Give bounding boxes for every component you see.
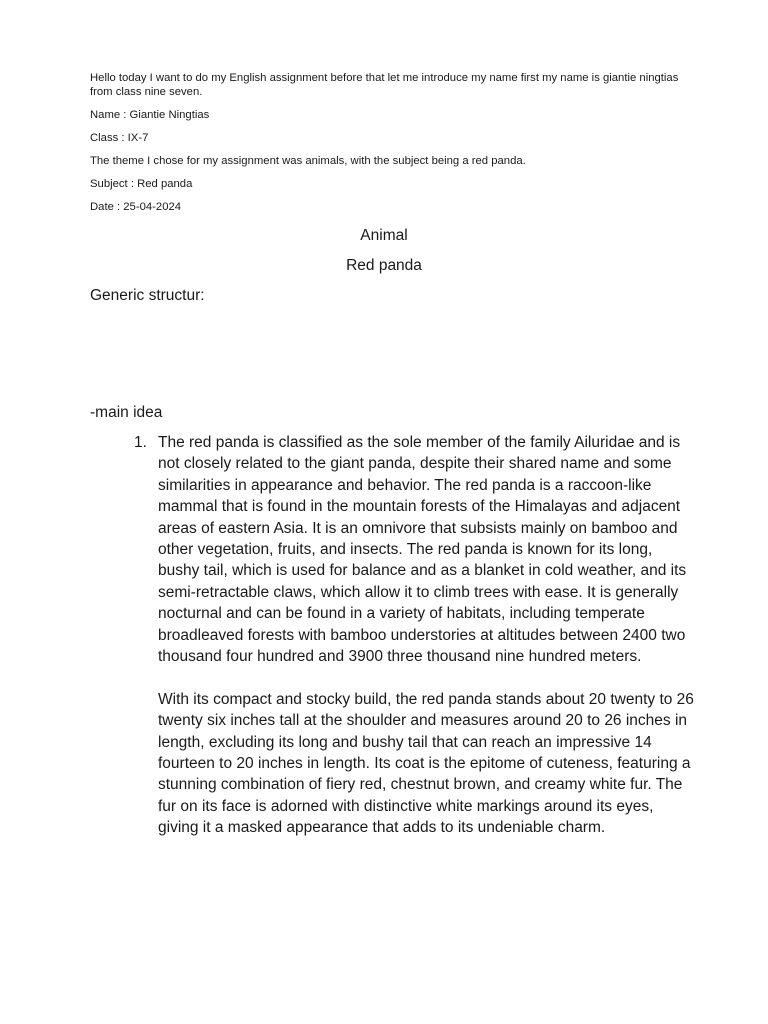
heading-red-panda: Red panda	[346, 257, 422, 274]
class-line: Class : IX-7	[90, 132, 149, 144]
subject-line: Subject : Red panda	[90, 178, 193, 190]
paragraph-one: The red panda is classified as the sole member of the family Ailuridae and is not closely related to the giant panda, despite their shared name and some similarities in appearance and behavior. The red panda is a raccoon-like mammal that is found in the mountain forests of the Himalayas and adjacent areas of eastern Asia. It is an omnivore that subsists mainly on bamboo and other vegetation, fruits, and insects. The red panda is known for its long, bushy tail, which is used for balance and as a blanket in cold weather, and its semi-retractable claws, which allow it to climb trees with ease. It is generally nocturnal and can be found in a variety of habitats, including temperate broadleaved forests with bamboo understories at altitudes between 2400 two thousand four hundred and 3900 three thousand nine hundred meters.	[158, 434, 687, 666]
list-item-body	[158, 432, 694, 860]
heading-animal: Animal	[360, 227, 408, 244]
intro-block	[90, 71, 690, 223]
list-number: 1.	[134, 434, 147, 451]
paragraph-two: With its compact and stocky build, the red panda stands about 20 twenty to 26 twenty six inches tall at the shoulder and measures around 20 to 26 inches in length, excluding its long and bushy tail that can reach an impressive 14 fourteen to 20 inches in length. Its coat is the epitome of cuteness, featuring a stunning combination of fiery red, chestnut brown, and creamy white fur. The fur on its face is adorned with distinctive white markings around its eyes, giving it a masked appearance that adds to its undeniable charm.	[158, 690, 694, 837]
main-idea-label: -main idea	[90, 404, 163, 421]
generic-structure-label: Generic structur:	[90, 287, 205, 304]
theme-line: The theme I chose for my assignment was animals, with the subject being a red panda.	[90, 155, 526, 167]
date-line: Date : 25-04-2024	[90, 201, 182, 213]
intro-paragraph: Hello today I want to do my English assignment before that let me introduce my name first my name is giantie ningtias from class nine seven.	[90, 72, 679, 98]
name-line: Name : Giantie Ningtias	[90, 109, 210, 121]
